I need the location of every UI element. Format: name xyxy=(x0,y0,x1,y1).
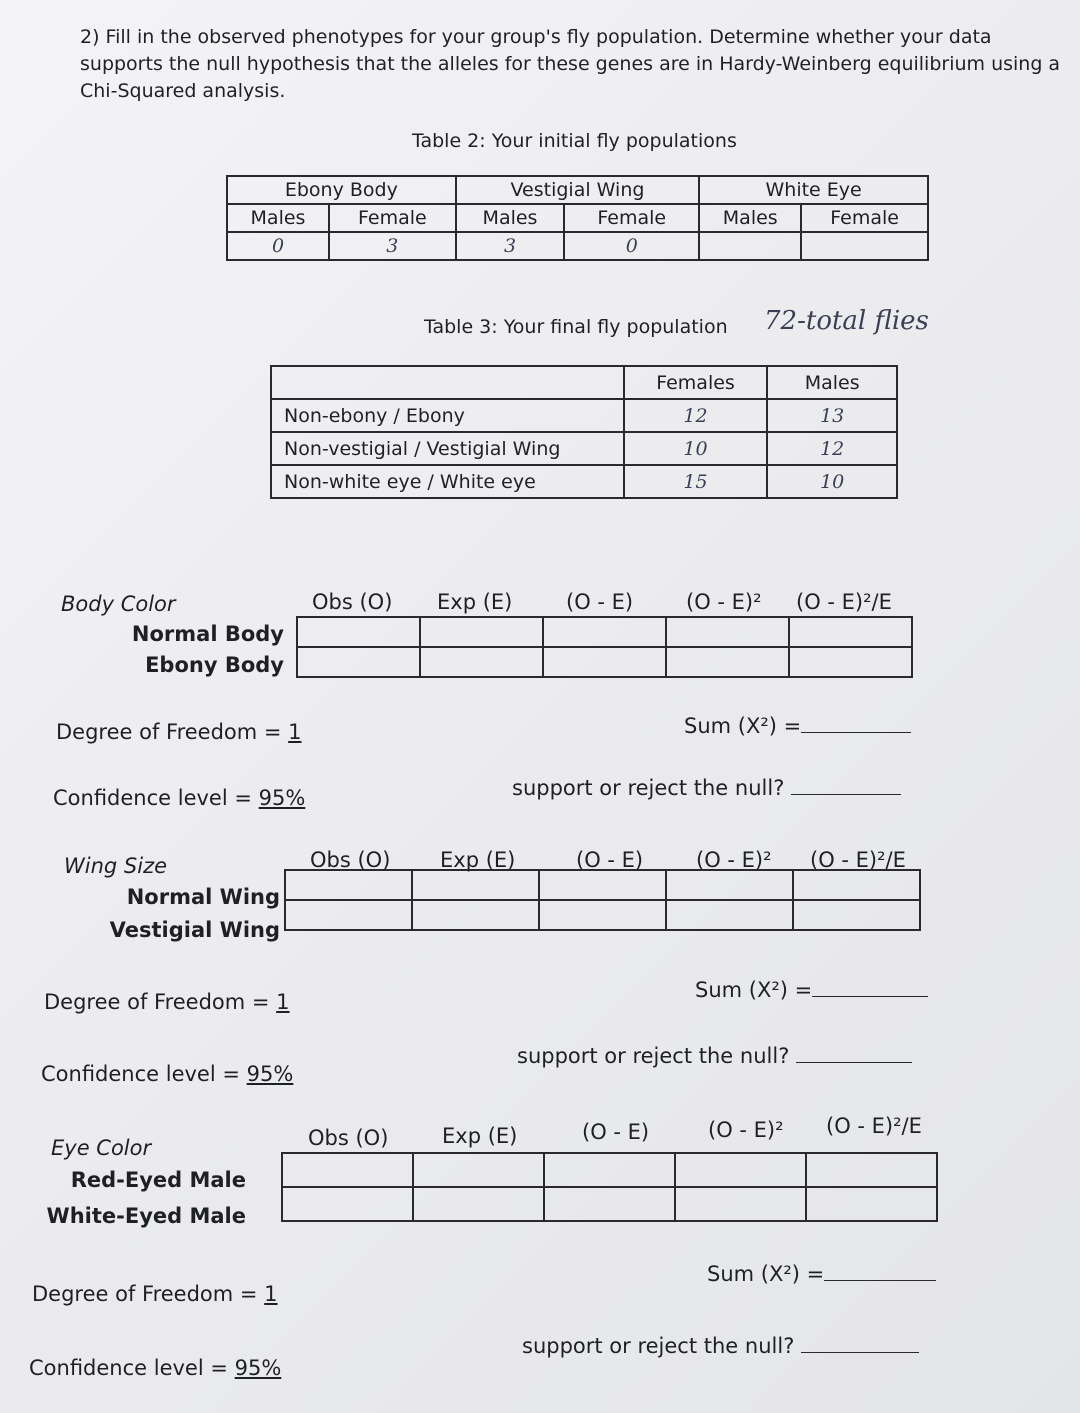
null-blank[interactable] xyxy=(801,1334,919,1353)
row-label-white-eye: Non-white eye / White eye xyxy=(271,465,624,498)
subheader: Males xyxy=(456,204,565,232)
cell[interactable] xyxy=(413,1153,544,1187)
cell[interactable] xyxy=(543,617,666,647)
cell[interactable] xyxy=(282,1153,413,1187)
cell[interactable] xyxy=(539,870,666,900)
null-blank[interactable] xyxy=(796,1044,912,1063)
col-obs: Obs (O) xyxy=(312,590,393,614)
cell[interactable] xyxy=(675,1187,806,1221)
col-o-minus-e-squared: (O - E)² xyxy=(708,1118,784,1142)
row-label-white-eyed-male: White-Eyed Male xyxy=(46,1204,246,1228)
row-label-normal-wing: Normal Wing xyxy=(126,885,280,909)
sum-label: Sum (X²) = xyxy=(695,978,813,1002)
col-exp: Exp (E) xyxy=(440,848,516,872)
cell[interactable] xyxy=(793,870,920,900)
subheader: Males xyxy=(699,204,801,232)
cell[interactable] xyxy=(297,647,420,677)
row-label-red-eyed-male: Red-Eyed Male xyxy=(70,1168,246,1192)
cell[interactable] xyxy=(297,617,420,647)
sum-wing xyxy=(695,978,928,1002)
cell[interactable] xyxy=(789,647,912,677)
null-blank[interactable] xyxy=(791,776,901,795)
col-o-minus-e: (O - E) xyxy=(576,848,644,872)
dof-eye xyxy=(32,1282,278,1306)
conf-value: 95% xyxy=(246,1062,294,1086)
cell[interactable] xyxy=(806,1153,937,1187)
body-color-chi-table xyxy=(296,616,913,678)
dof-value: 1 xyxy=(288,720,302,744)
header-females: Females xyxy=(624,366,768,399)
dof-wing xyxy=(44,990,290,1014)
cell[interactable] xyxy=(285,870,412,900)
col-o-minus-e: (O - E) xyxy=(582,1120,650,1144)
cell[interactable] xyxy=(666,900,793,930)
col-obs: Obs (O) xyxy=(308,1126,389,1150)
null-body xyxy=(512,776,901,800)
conf-label: Confidence level = xyxy=(29,1356,235,1380)
subheader: Female xyxy=(329,204,456,232)
sum-blank[interactable] xyxy=(824,1262,936,1281)
cell[interactable] xyxy=(666,647,789,677)
conf-value: 95% xyxy=(258,786,306,810)
subheader: Males xyxy=(227,204,329,232)
cell[interactable] xyxy=(543,647,666,677)
eye-color-chi-table xyxy=(281,1152,938,1222)
females-vestigial[interactable]: 10 xyxy=(624,432,768,465)
row-label-normal-body: Normal Body xyxy=(131,622,284,646)
cell[interactable] xyxy=(420,617,543,647)
dof-value: 1 xyxy=(276,990,290,1014)
null-wing xyxy=(517,1044,912,1068)
sum-body xyxy=(684,714,911,738)
null-label: support or reject the null? xyxy=(522,1334,795,1358)
value-vestigial-female[interactable]: 0 xyxy=(564,232,699,260)
blank-header-cell xyxy=(271,366,624,399)
males-white-eye[interactable]: 10 xyxy=(767,465,897,498)
cell[interactable] xyxy=(666,617,789,647)
cell[interactable] xyxy=(413,1187,544,1221)
header-males: Males xyxy=(767,366,897,399)
total-flies-note: 72-total flies xyxy=(764,306,929,336)
value-vestigial-males[interactable]: 3 xyxy=(456,232,565,260)
cell[interactable] xyxy=(789,617,912,647)
group-header-vestigial: Vestigial Wing xyxy=(456,176,700,204)
col-o-minus-e-squared: (O - E)² xyxy=(686,590,762,614)
value-white-males[interactable] xyxy=(699,232,801,260)
subheader: Female xyxy=(564,204,699,232)
cell[interactable] xyxy=(420,647,543,677)
col-exp: Exp (E) xyxy=(437,590,513,614)
dof-body xyxy=(56,720,302,744)
cell[interactable] xyxy=(806,1187,937,1221)
sum-label: Sum (X²) = xyxy=(684,714,802,738)
subheader: Female xyxy=(801,204,928,232)
null-eye xyxy=(522,1334,919,1358)
initial-population-table xyxy=(226,175,929,261)
cell[interactable] xyxy=(412,900,539,930)
cell[interactable] xyxy=(539,900,666,930)
col-o-minus-e-squared: (O - E)² xyxy=(696,848,772,872)
null-label: support or reject the null? xyxy=(512,776,785,800)
conf-value: 95% xyxy=(234,1356,282,1380)
section-title-body-color: Body Color xyxy=(61,592,176,616)
dof-value: 1 xyxy=(264,1282,278,1306)
row-label-vestigial: Non-vestigial / Vestigial Wing xyxy=(271,432,624,465)
instruction-text: 2) Fill in the observed phenotypes for your group's fly population. Determine whether your data supports the null hypothesis that the alleles for these genes are in Hardy-Weinberg equilibrium using a Chi-Squared analysis. xyxy=(80,26,1061,102)
females-ebony[interactable]: 12 xyxy=(624,399,768,432)
cell[interactable] xyxy=(675,1153,806,1187)
col-exp: Exp (E) xyxy=(442,1124,518,1148)
confidence-eye xyxy=(29,1356,281,1380)
group-header-ebony: Ebony Body xyxy=(227,176,456,204)
col-o-minus-e: (O - E) xyxy=(566,590,634,614)
dof-label: Degree of Freedom = xyxy=(44,990,277,1014)
cell[interactable] xyxy=(412,870,539,900)
col-obs: Obs (O) xyxy=(310,848,391,872)
males-ebony[interactable]: 13 xyxy=(767,399,897,432)
row-label-vestigial-wing: Vestigial Wing xyxy=(109,918,280,942)
females-white-eye[interactable]: 15 xyxy=(624,465,768,498)
value-ebony-female[interactable]: 3 xyxy=(329,232,456,260)
row-label-ebony-body: Ebony Body xyxy=(145,653,284,677)
row-label-ebony: Non-ebony / Ebony xyxy=(271,399,624,432)
null-label: support or reject the null? xyxy=(517,1044,790,1068)
group-header-white-eye: White Eye xyxy=(699,176,928,204)
conf-label: Confidence level = xyxy=(41,1062,247,1086)
cell[interactable] xyxy=(793,900,920,930)
final-population-table xyxy=(270,365,898,499)
section-title-wing-size: Wing Size xyxy=(64,854,168,878)
col-chi-term: (O - E)²/E xyxy=(796,590,892,614)
table2-caption: Table 2: Your initial fly populations xyxy=(412,130,737,152)
males-vestigial[interactable]: 12 xyxy=(767,432,897,465)
sum-label: Sum (X²) = xyxy=(707,1262,825,1286)
col-chi-term: (O - E)²/E xyxy=(810,848,906,872)
cell[interactable] xyxy=(285,900,412,930)
sum-blank[interactable] xyxy=(812,978,928,997)
confidence-body xyxy=(53,786,305,810)
sum-blank[interactable] xyxy=(801,714,911,733)
cell[interactable] xyxy=(544,1153,675,1187)
conf-label: Confidence level = xyxy=(53,786,259,810)
wing-size-chi-table xyxy=(284,869,921,931)
dof-label: Degree of Freedom = xyxy=(32,1282,265,1306)
value-white-female[interactable] xyxy=(801,232,928,260)
cell[interactable] xyxy=(282,1187,413,1221)
confidence-wing xyxy=(41,1062,293,1086)
cell[interactable] xyxy=(666,870,793,900)
table3-caption: Table 3: Your final fly population xyxy=(424,316,728,338)
col-chi-term: (O - E)²/E xyxy=(826,1114,922,1138)
value-ebony-males[interactable]: 0 xyxy=(227,232,329,260)
dof-label: Degree of Freedom = xyxy=(56,720,289,744)
section-title-eye-color: Eye Color xyxy=(51,1136,152,1160)
cell[interactable] xyxy=(544,1187,675,1221)
sum-eye xyxy=(707,1262,936,1286)
